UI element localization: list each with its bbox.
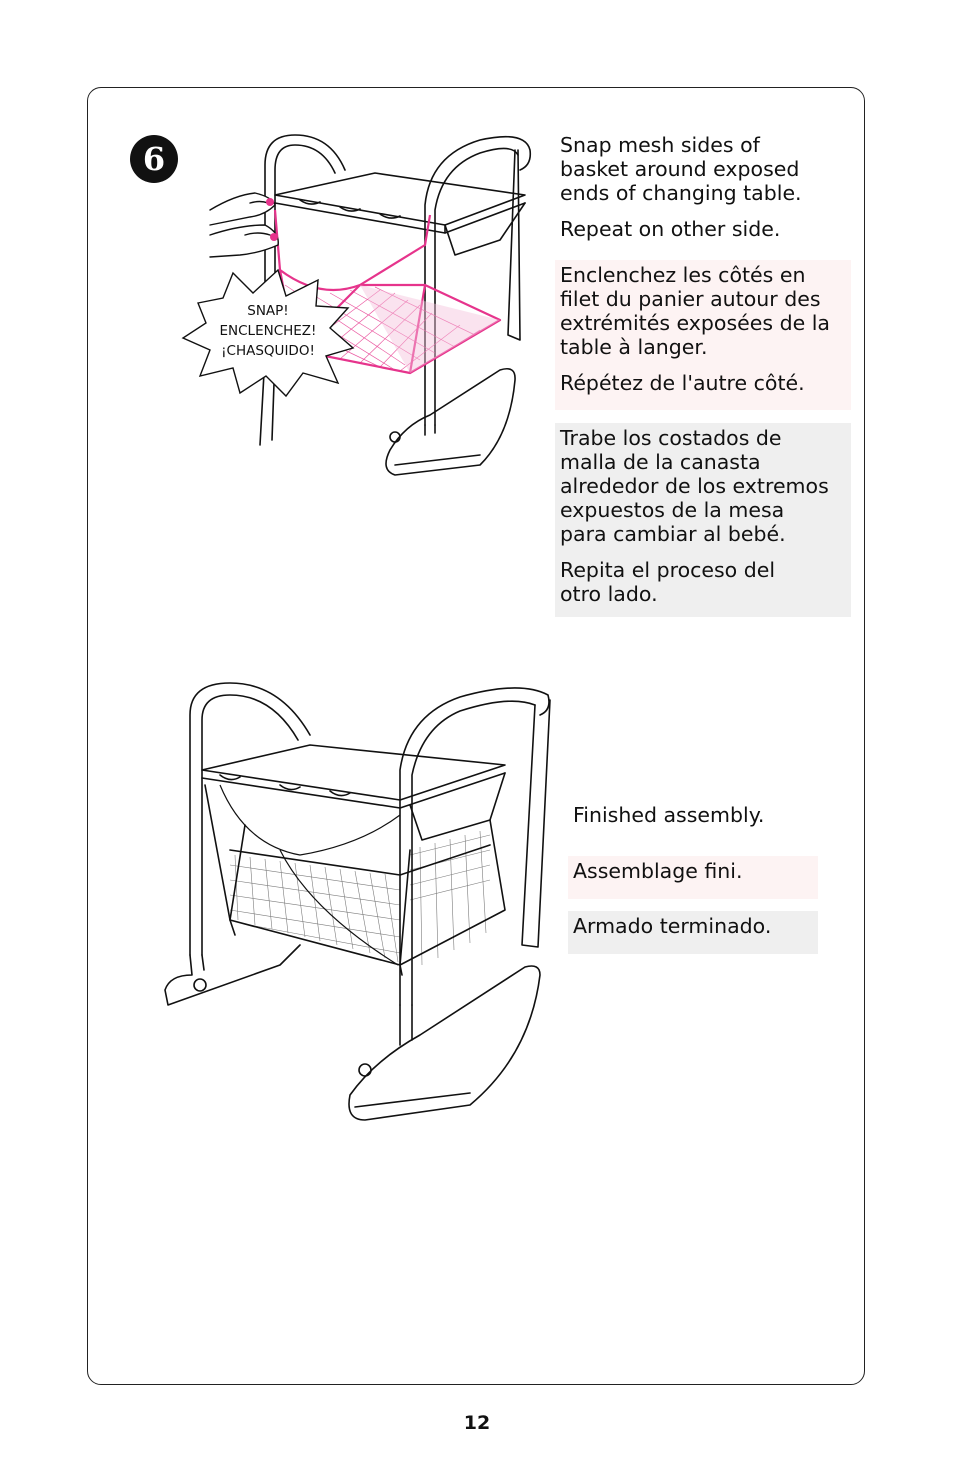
step6-french-text	[555, 260, 851, 410]
step6-spanish-text	[555, 423, 851, 617]
step6-en-repeat: Repeat on other side.	[560, 217, 781, 241]
finished-spanish-text	[568, 911, 818, 954]
step6-fr-repeat: Répétez de l'autre côté.	[560, 371, 805, 395]
step-number-badge: 6	[130, 135, 178, 183]
burst-line-2: ENCLENCHEZ!	[219, 323, 317, 339]
step6-en-instruction: Snap mesh sides of basket around exposed ends of changing table.	[560, 133, 802, 205]
step6-es-instruction: Trabe los costados de malla de la canasta alrededor de los extremos expuestos de la mesa para cambiar al bebé.	[560, 426, 829, 546]
finished-french-text	[568, 856, 818, 899]
finished-es-label: Armado terminado.	[573, 914, 772, 938]
page-number: 12	[463, 1412, 491, 1434]
finished-fr-label: Assemblage fini.	[573, 859, 743, 883]
burst-line-1: SNAP!	[247, 303, 289, 319]
step6-english-text	[560, 133, 850, 241]
finished-en-label: Finished assembly.	[573, 803, 765, 827]
step6-es-repeat: Repita el proceso del otro lado.	[560, 558, 776, 606]
burst-line-3: ¡CHASQUIDO!	[221, 343, 315, 359]
snap-callout	[198, 301, 338, 361]
finished-english-text	[573, 803, 818, 827]
step6-fr-instruction: Enclenchez les côtés en filet du panier autour des extrémités exposées de la table à langer.	[560, 263, 830, 359]
finished-assembly-illustration	[160, 675, 555, 1125]
